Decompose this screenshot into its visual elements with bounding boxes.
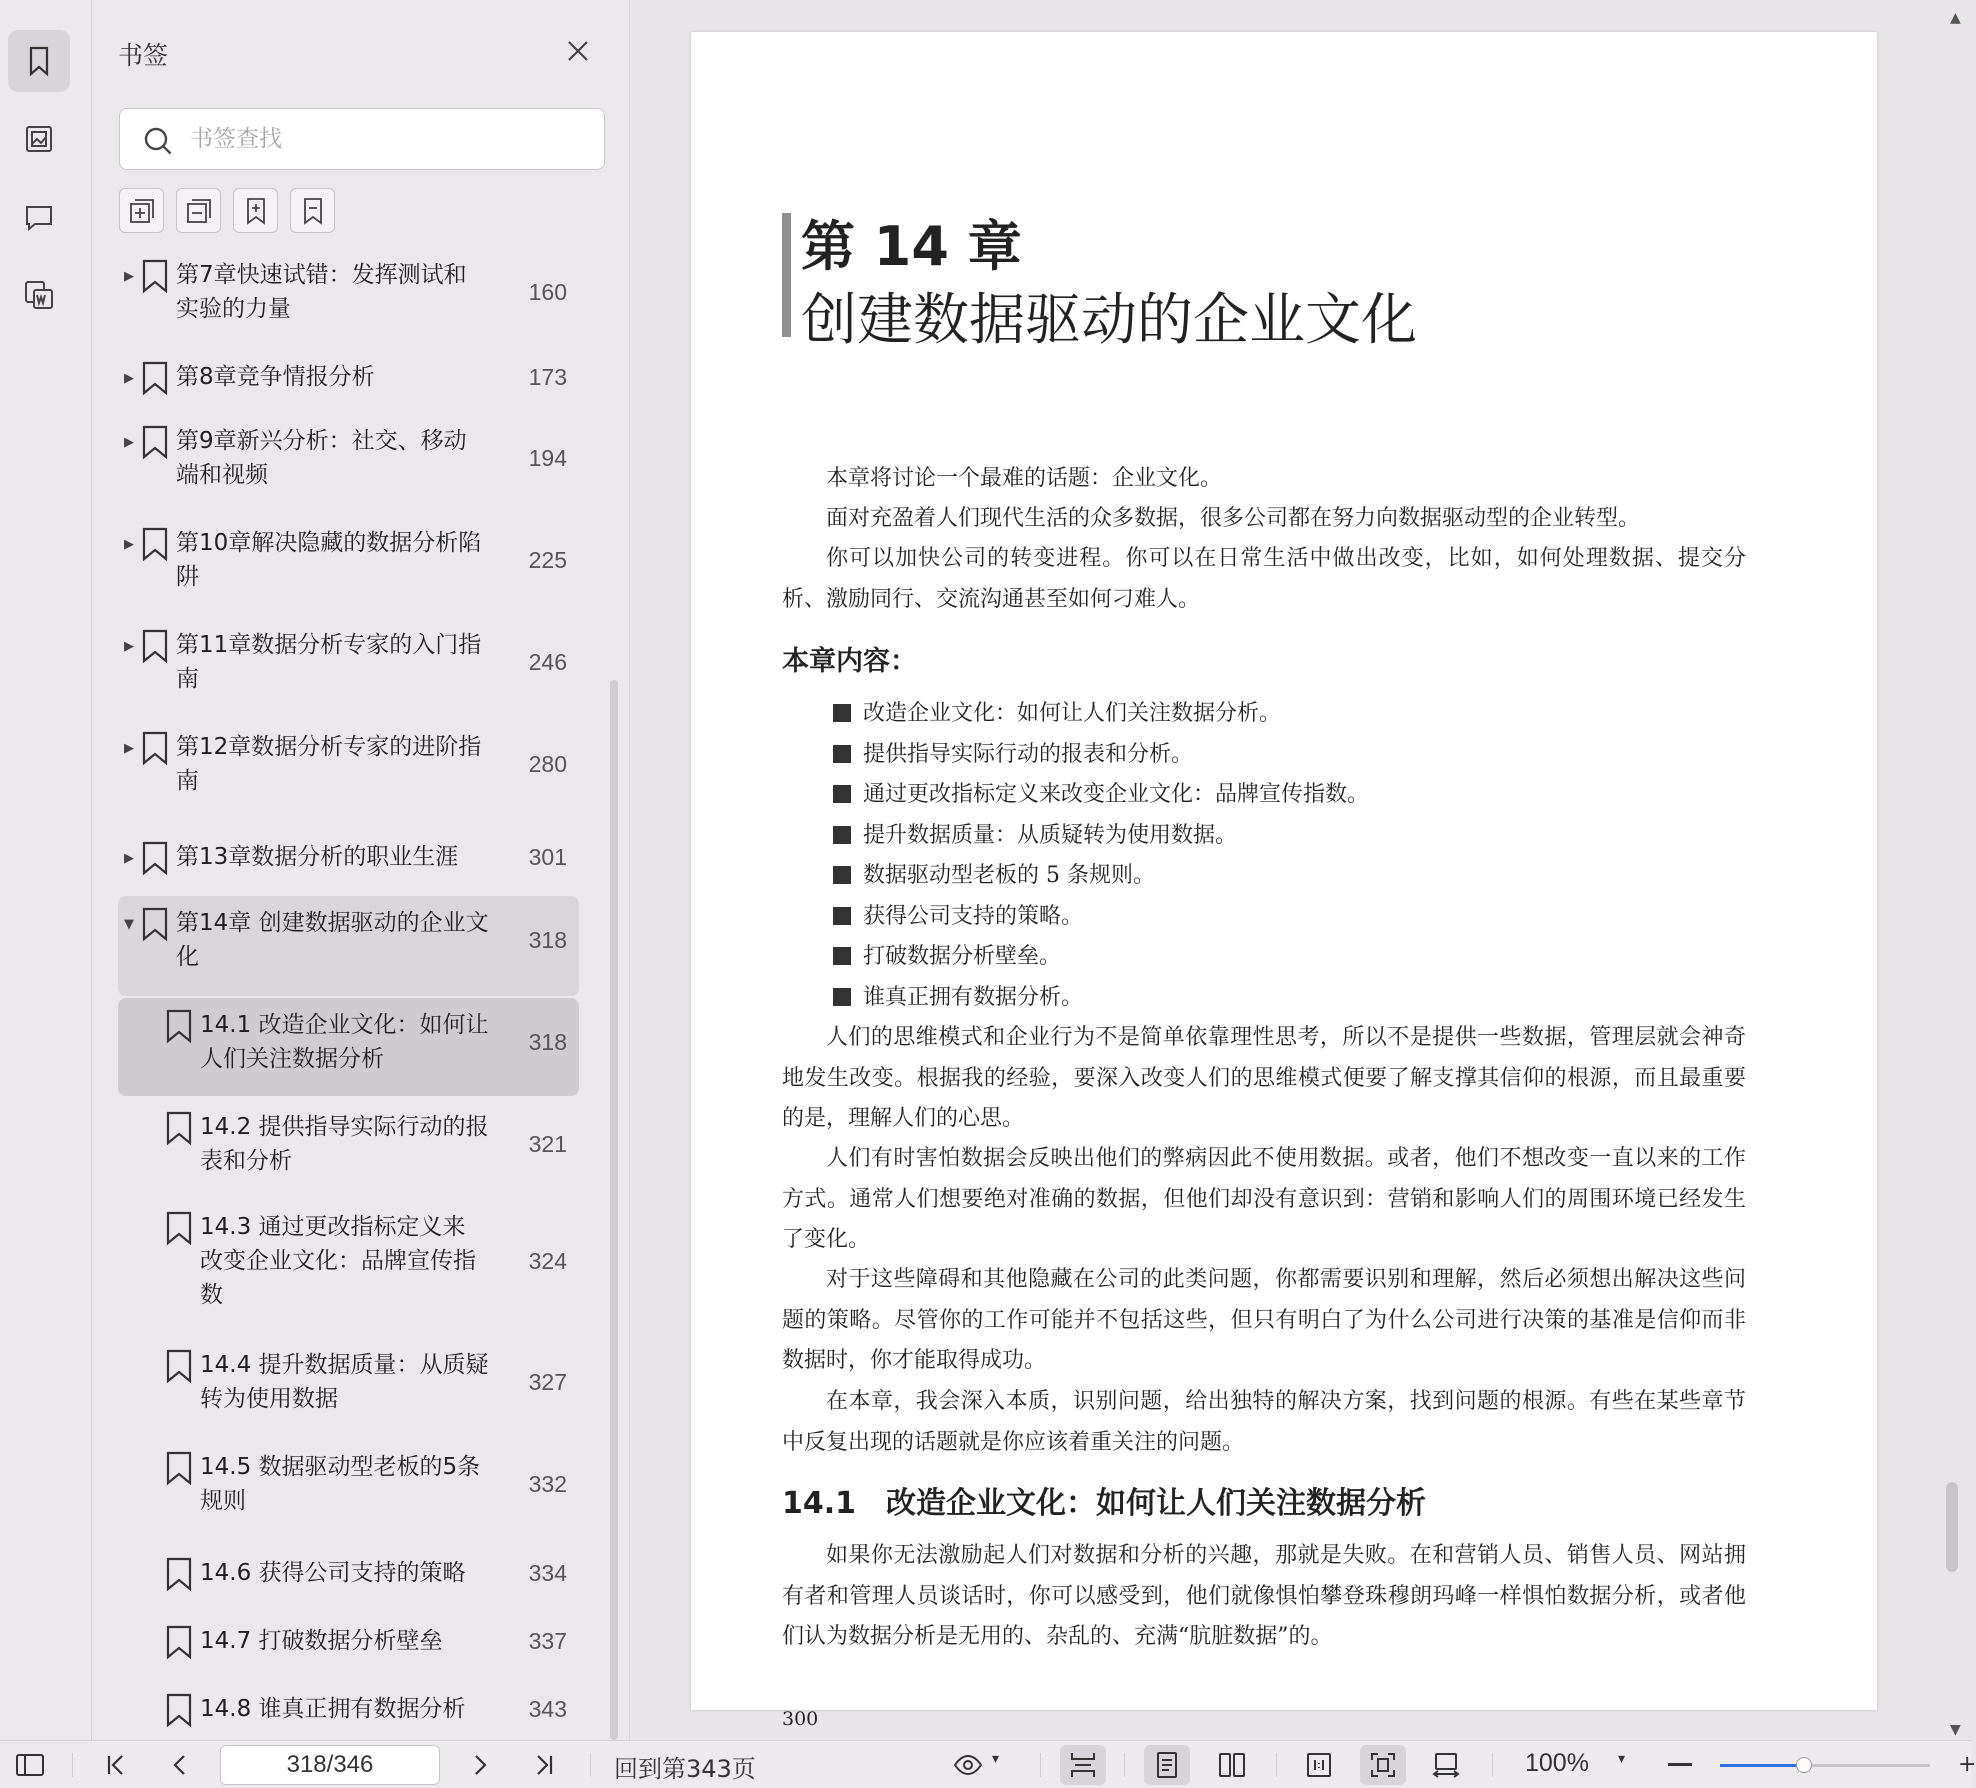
- bullet-square-icon: [833, 866, 851, 884]
- intro-paragraph: 你可以加快公司的转变进程。你可以在日常生活中做出改变，比如，如何处理数据、提交分析、激励同行、交流沟通甚至如何刁难人。: [782, 546, 1746, 612]
- bookmark-label: [176, 360, 566, 394]
- contents-list-text: 获得公司支持的策略。: [863, 903, 1084, 929]
- body-paragraph: 在本章，我会深入本质，识别问题，给出独特的解决方案，找到问题的根源。有些在某些章节中反复出现的话题就是你应该着重关注的问题。: [782, 1389, 1746, 1455]
- zoom-dropdown-chevron-icon[interactable]: ▾: [1618, 1751, 1626, 1767]
- page-number: 300: [782, 1708, 819, 1730]
- toolbar-divider: [1492, 1753, 1493, 1777]
- bookmark-label-line: 14.5 数据驱动型老板的5条: [200, 1454, 481, 1480]
- contents-list-text: 提升数据质量：从质疑转为使用数据。: [863, 822, 1238, 848]
- bookmark-label-line: 南: [176, 768, 199, 794]
- intro-paragraph: 本章将讨论一个最难的话题：企业文化。: [826, 466, 1223, 491]
- bookmark-item-section[interactable]: [118, 1624, 579, 1668]
- rotate-view-icon[interactable]: [1430, 1749, 1462, 1781]
- body-paragraph: 人们有时害怕数据会反映出他们的弊病因此不使用数据。或者，他们不想改变一直以来的工作方式。通常人们想要绝对准确的数据，但他们却没有意识到：营销和影响人们的周围环境已经发生了变化。: [782, 1146, 1746, 1252]
- contents-list-item: [833, 699, 1281, 729]
- bookmark-page-number: 173: [528, 364, 567, 390]
- next-page-icon[interactable]: [464, 1749, 496, 1781]
- bookmark-item-chapter[interactable]: [118, 424, 579, 500]
- bookmark-rail-icon[interactable]: [8, 30, 70, 92]
- bookmark-label-line: 实验的力量: [176, 296, 291, 322]
- fit-page-icon[interactable]: [1367, 1749, 1399, 1781]
- contents-list-text: 谁真正拥有数据分析。: [863, 984, 1084, 1010]
- bookmark-icon: [164, 1692, 194, 1728]
- panel-title: 书签: [118, 41, 169, 70]
- chapter-number: 第 14 章: [801, 215, 1022, 278]
- bookmark-label-line: 第11章数据分析专家的入门指: [176, 632, 482, 658]
- section-heading: 14.1 改造企业文化：如何让人们关注数据分析: [782, 1486, 1427, 1521]
- zoom-slider-fill: [1720, 1764, 1804, 1767]
- bookmark-label: [200, 1450, 566, 1518]
- word-convert-rail-icon[interactable]: [8, 264, 70, 326]
- bookmark-label-line: 第7章快速试错：发挥测试和: [176, 262, 467, 288]
- scroll-down-arrow-icon[interactable]: ▼: [1950, 1722, 1961, 1738]
- bookmark-page-number: 343: [528, 1696, 567, 1722]
- bookmark-label-line: 14.3 通过更改指标定义来: [200, 1214, 466, 1240]
- previous-page-icon[interactable]: [164, 1749, 196, 1781]
- bookmark-icon: [140, 840, 170, 876]
- bookmark-icon: [140, 730, 170, 766]
- bullet-square-icon: [833, 988, 851, 1006]
- bookmark-item-chapter[interactable]: [118, 896, 579, 996]
- contents-list-item: [833, 821, 1237, 851]
- bookmark-icon: [164, 1210, 194, 1246]
- caret-right-icon[interactable]: ▶: [124, 371, 134, 386]
- bookmark-label: [200, 1210, 566, 1312]
- eye-icon[interactable]: [952, 1749, 984, 1781]
- document-scrollbar[interactable]: [1942, 0, 1972, 1740]
- bookmark-label-line: 第8章竞争情报分析: [176, 364, 375, 390]
- bookmark-panel: [93, 0, 630, 1740]
- bookmark-label-line: 端和视频: [176, 462, 268, 488]
- bookmark-label-line: 14.1 改造企业文化：如何让: [200, 1012, 489, 1038]
- section-paragraph: 如果你无法激励起人们对数据和分析的兴趣，那就是失败。在和营销人员、销售人员、网站拥有者和管理人员谈话时，你可以感受到，他们就像惧怕攀登珠穆朗玛峰一样惧怕数据分析，或者他们认为数据分析是无用的、杂乱的、充满“肮脏数据”的。: [782, 1543, 1746, 1649]
- bookmark-label: [176, 840, 566, 874]
- bookmark-icon: [164, 1110, 194, 1146]
- bookmark-label: [200, 1692, 566, 1726]
- contents-list-item: [833, 740, 1193, 770]
- bookmark-page-number: 332: [528, 1471, 567, 1497]
- bookmark-page-number: 194: [528, 445, 567, 471]
- bookmark-label-line: 改变企业文化：品牌宣传指: [200, 1248, 476, 1274]
- caret-right-icon[interactable]: ▶: [124, 269, 134, 284]
- bullet-square-icon: [833, 907, 851, 925]
- bookmark-label-line: 表和分析: [200, 1148, 292, 1174]
- bookmark-label-line: 14.7 打破数据分析壁垒: [200, 1628, 443, 1654]
- bookmark-label: [200, 1110, 566, 1178]
- bookmark-label: [200, 1624, 566, 1658]
- bookmark-icon: [164, 1556, 194, 1592]
- bookmark-item-section[interactable]: [118, 1348, 579, 1424]
- last-page-icon[interactable]: [528, 1749, 560, 1781]
- bookmark-page-number: 321: [528, 1131, 567, 1157]
- bookmark-page-number: 160: [528, 279, 567, 305]
- bookmark-label: [176, 526, 566, 594]
- bookmark-label-line: 数: [200, 1282, 223, 1308]
- bookmark-label-line: 第13章数据分析的职业生涯: [176, 844, 459, 870]
- contents-list-item: [833, 942, 1061, 972]
- caret-right-icon[interactable]: ▶: [124, 435, 134, 450]
- bookmark-label-line: 14.2 提供指导实际行动的报: [200, 1114, 489, 1140]
- bookmark-icon: [140, 526, 170, 562]
- bottom-toolbar: [0, 1740, 1976, 1788]
- bookmark-page-number: 334: [528, 1560, 567, 1586]
- bullet-square-icon: [833, 704, 851, 722]
- chevron-down-icon[interactable]: ▾: [992, 1751, 1000, 1767]
- bookmark-item-chapter[interactable]: [118, 730, 579, 806]
- contents-list-item: [833, 983, 1083, 1013]
- bookmark-item-section[interactable]: [118, 1450, 579, 1526]
- bookmark-label: [176, 258, 566, 326]
- bookmark-label-line: 规则: [200, 1488, 246, 1514]
- toolbar-divider: [1124, 1753, 1125, 1777]
- bookmark-icon: [140, 258, 170, 294]
- comment-rail-icon[interactable]: [8, 186, 70, 248]
- caret-right-icon[interactable]: ▶: [124, 851, 134, 866]
- contents-list-text: 通过更改指标定义来改变企业文化：品牌宣传指数。: [863, 782, 1370, 807]
- zoom-slider-knob[interactable]: [1796, 1757, 1812, 1773]
- bookmark-page-number: 318: [528, 927, 567, 953]
- bookmark-label-line: 第12章数据分析专家的进阶指: [176, 734, 482, 760]
- two-page-icon[interactable]: [1216, 1749, 1248, 1781]
- bookmark-label-line: 第14章 创建数据驱动的企业文: [176, 910, 489, 936]
- bookmark-icon: [140, 906, 170, 942]
- bookmark-item-section[interactable]: [118, 1556, 579, 1600]
- chapter-title: 创建数据驱动的企业文化: [801, 288, 1417, 353]
- bookmark-item-chapter[interactable]: [118, 258, 579, 334]
- bookmark-label-line: 转为使用数据: [200, 1386, 338, 1412]
- bookmark-page-number: 280: [528, 751, 567, 777]
- contents-list-item: [833, 780, 1369, 810]
- fit-width-icon[interactable]: [1067, 1749, 1099, 1781]
- bookmark-label-line: 南: [176, 666, 199, 692]
- first-page-icon[interactable]: [100, 1749, 132, 1781]
- bullet-square-icon: [833, 947, 851, 965]
- bookmark-icon: [140, 424, 170, 460]
- zoom-out-icon[interactable]: [1668, 1763, 1692, 1766]
- bookmark-label-line: 化: [176, 944, 199, 970]
- bookmark-label-line: 第9章新兴分析：社交、移动: [176, 428, 467, 454]
- scroll-up-arrow-icon[interactable]: ▲: [1950, 10, 1961, 26]
- zoom-in-icon[interactable]: +: [1958, 1752, 1976, 1777]
- contents-heading: 本章内容：: [782, 646, 917, 677]
- bookmark-page-number: 327: [528, 1369, 567, 1395]
- contents-list-item: [833, 861, 1155, 891]
- bookmark-scrollbar[interactable]: [610, 680, 618, 1740]
- zoom-level[interactable]: 100%: [1525, 1749, 1589, 1777]
- bookmark-item-section[interactable]: [118, 998, 579, 1096]
- bookmark-page-number: 246: [528, 649, 567, 675]
- bookmark-label-line: 14.8 谁真正拥有数据分析: [200, 1696, 466, 1722]
- bookmark-icon: [164, 1008, 194, 1044]
- bookmark-page-number: 324: [528, 1248, 567, 1274]
- bookmark-label: [200, 1008, 566, 1076]
- bullet-square-icon: [833, 745, 851, 763]
- document-scroll-thumb[interactable]: [1946, 1482, 1958, 1572]
- bookmark-label: [176, 424, 566, 492]
- bookmark-item-section[interactable]: [118, 1692, 579, 1736]
- contents-list-text: 改造企业文化：如何让人们关注数据分析。: [863, 701, 1282, 726]
- body-paragraph: 对于这些障碍和其他隐藏在公司的此类问题，你都需要识别和理解，然后必须想出解决这些问题的策略。尽管你的工作可能并不包括这些，但只有明白了为什么公司进行决策的基准是信仰而非数据时，你才能取得成功。: [782, 1267, 1746, 1373]
- bookmark-icon: [164, 1348, 194, 1384]
- bookmark-list: [93, 0, 630, 1740]
- bookmark-label: [200, 1556, 566, 1590]
- body-paragraph: 人们的思维模式和企业行为不是简单依靠理性思考，所以不是提供一些数据，管理层就会神奇地发生改变。根据我的经验，要深入改变人们的思维模式便要了解支撑其信仰的根源，而且最重要的是，理解人们的心思。: [782, 1025, 1746, 1131]
- bookmark-icon: [164, 1450, 194, 1486]
- bookmark-item-section[interactable]: [118, 1110, 579, 1186]
- bookmark-label-line: 14.4 提升数据质量：从质疑: [200, 1352, 489, 1378]
- toolbar-divider: [590, 1753, 591, 1777]
- bullet-square-icon: [833, 785, 851, 803]
- caret-right-icon[interactable]: ▶: [124, 537, 134, 552]
- thumbnail-rail-icon[interactable]: [8, 108, 70, 170]
- bookmark-label-line: 阱: [176, 564, 199, 590]
- bookmark-item-chapter[interactable]: [118, 840, 579, 884]
- caret-right-icon[interactable]: ▶: [124, 741, 134, 756]
- bookmark-item-chapter[interactable]: [118, 526, 579, 602]
- bookmark-label: [176, 906, 566, 974]
- bookmark-item-section[interactable]: [118, 1210, 579, 1320]
- bookmark-page-number: 318: [528, 1029, 567, 1055]
- toggle-sidebar-icon[interactable]: [14, 1749, 46, 1781]
- document-viewer: [631, 0, 1972, 1740]
- contents-list-item: [833, 902, 1083, 932]
- bookmark-label-line: 14.6 获得公司支持的策略: [200, 1560, 466, 1586]
- bookmark-icon: [164, 1624, 194, 1660]
- contents-list-text: 打破数据分析壁垒。: [863, 944, 1062, 969]
- contents-list-text: 数据驱动型老板的 5 条规则。: [863, 863, 1155, 888]
- single-page-icon[interactable]: [1151, 1749, 1183, 1781]
- bookmark-label: [176, 628, 566, 696]
- bookmark-page-number: 301: [528, 844, 567, 870]
- sidebar-rail: [0, 0, 92, 1740]
- bullet-square-icon: [833, 826, 851, 844]
- bookmark-page-number: 225: [528, 547, 567, 573]
- actual-size-icon[interactable]: [1303, 1749, 1335, 1781]
- bookmark-label: [200, 1348, 566, 1416]
- chapter-accent-bar: [782, 213, 791, 337]
- caret-down-icon[interactable]: ▼: [124, 917, 134, 932]
- toolbar-divider: [1276, 1753, 1277, 1777]
- bookmark-page-number: 337: [528, 1628, 567, 1654]
- page-number-input[interactable]: [220, 1745, 440, 1785]
- bookmark-label-line: 第10章解决隐藏的数据分析陷: [176, 530, 482, 556]
- bookmark-item-chapter[interactable]: [118, 628, 579, 704]
- goto-page-link[interactable]: 回到第343页: [614, 1755, 756, 1783]
- bookmark-label: [176, 730, 566, 798]
- zoom-slider[interactable]: [1720, 1764, 1930, 1767]
- bookmark-item-chapter[interactable]: [118, 360, 579, 404]
- contents-list-text: 提供指导实际行动的报表和分析。: [863, 741, 1194, 767]
- document-page: [691, 32, 1877, 1730]
- caret-right-icon[interactable]: ▶: [124, 639, 134, 654]
- toolbar-divider: [72, 1753, 73, 1777]
- toolbar-divider: [1040, 1753, 1041, 1777]
- bookmark-icon: [140, 360, 170, 396]
- bookmark-icon: [140, 628, 170, 664]
- intro-paragraph: 面对充盈着人们现代生活的众多数据，很多公司都在努力向数据驱动型的企业转型。: [826, 506, 1641, 531]
- bookmark-label-line: 人们关注数据分析: [200, 1046, 384, 1072]
